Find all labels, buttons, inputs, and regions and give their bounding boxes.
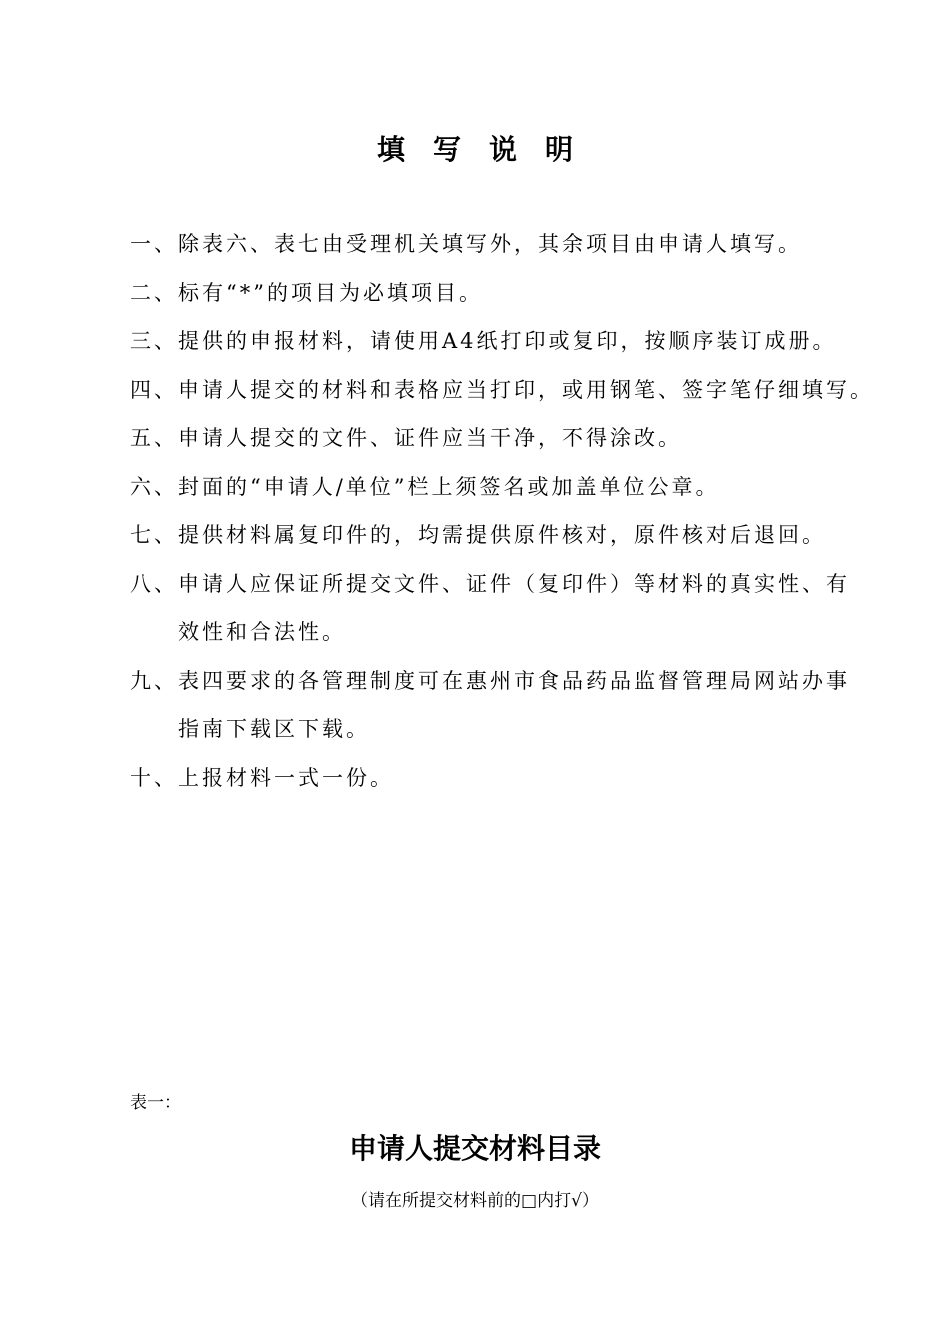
instruction-item: 二、标有“*”的项目为必填项目。	[130, 280, 483, 305]
instruction-item: 五、申请人提交的文件、证件应当干净，不得涂改。	[130, 426, 682, 450]
instruction-item: 九、表四要求的各管理制度可在惠州市食品药品监督管理局网站办事 指南下载区下载。	[130, 668, 850, 741]
instruction-item: 六、封面的“申请人/单位”栏上须签名或加盖单位公章。	[130, 474, 720, 499]
instruction-item: 三、提供的申报材料，请使用A4纸打印或复印，按顺序装订成册。	[130, 329, 837, 353]
title-char: 填	[376, 133, 405, 166]
page-title	[0, 128, 950, 168]
title-char: 写	[432, 133, 461, 166]
instruction-item: 十、上报材料一式一份。	[130, 765, 394, 790]
instruction-item: 四、申请人提交的材料和表格应当打印，或用钢笔、签字笔仔细填写。	[130, 377, 874, 402]
instruction-item: 八、申请人应保证所提交文件、证件（复印件）等材料的真实性、有 效性和合法性。	[130, 571, 850, 644]
title-char: 说	[489, 133, 518, 166]
instruction-item: 七、提供材料属复印件的，均需提供原件核对，原件核对后退回。	[130, 523, 826, 547]
materials-list-title: 申请人提交材料目录	[348, 1132, 601, 1165]
instruction-item: 一、除表六、表七由受理机关填写外，其余项目由申请人填写。	[130, 232, 802, 256]
materials-list-note: （请在所提交材料前的□内打√）	[351, 1191, 599, 1211]
title-char: 明	[545, 133, 574, 166]
table-label: 表一：	[130, 1093, 181, 1113]
instruction-list	[130, 220, 890, 802]
